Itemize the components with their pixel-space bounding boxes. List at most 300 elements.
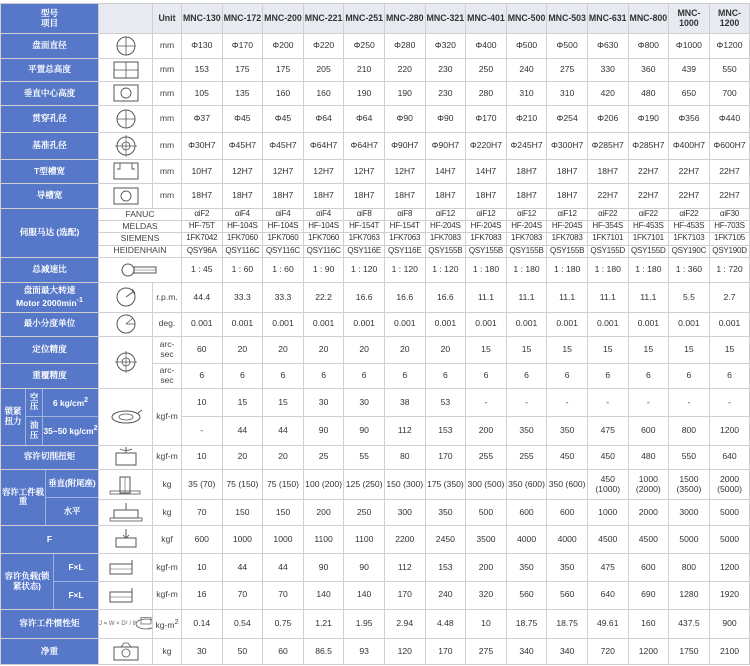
item-label: 项目 [40,17,59,28]
value-cell: 480 [628,445,669,469]
value-cell: 1280 [669,581,710,609]
value-cell: 33.3 [222,283,263,312]
spec-row [1,183,750,208]
spec-table [0,3,750,665]
value-cell: 15 [506,336,547,363]
value-cell: 12H7 [303,160,344,183]
value-cell: 53 [425,388,466,416]
value-cell: 90 [303,417,344,445]
value-cell: Φ90 [384,105,425,132]
value-cell: 6 [263,364,304,388]
moment-label-2: F×L [54,582,99,609]
value-cell: 6 [628,364,669,388]
unit-text: kgf [161,533,173,544]
value-cell: Φ170 [222,34,263,58]
row-label-6: 导槽宽 [1,183,99,208]
value-cell: 20 [303,336,344,363]
value-cell: HF-104S [222,221,263,233]
spec-row [1,283,750,312]
value-cell: αiF22 [669,209,710,221]
value-cell: 22H7 [628,160,669,183]
value-cell: - [506,388,547,416]
spec-row [1,312,750,336]
oil-pressure-sup: 2 [93,425,98,433]
unit-cell [153,639,182,665]
unit-cell [153,388,182,445]
value-cell: 210 [344,58,385,81]
value-cell: 230 [425,82,466,105]
model-header-mnc-172: MNC-172 [222,4,263,34]
value-cell: Φ300H7 [547,132,588,159]
value-cell: 4500 [628,525,669,553]
value-cell: 1FK7103 [669,233,710,245]
max-speed-icon [99,286,152,308]
bearing-load-grid [1,554,98,609]
value-cell: 2450 [425,525,466,553]
value-cell: 60 [182,336,223,363]
value-cell: 140 [303,581,344,609]
value-cell: 175 (350) [425,469,466,499]
value-cell: - [709,388,750,416]
value-cell: Φ90H7 [425,132,466,159]
moment-label-1: F×L [54,554,99,581]
spec-row [1,336,750,363]
value-cell: 10 [466,609,507,638]
model-header-mnc-1000: MNC-1000 [669,4,710,34]
value-cell: 350 (600) [547,469,588,499]
value-cell: 310 [506,82,547,105]
unit-cell [153,312,182,336]
value-cell: 12H7 [263,160,304,183]
value-cell: 4500 [587,525,628,553]
value-cell: 230 [425,58,466,81]
value-cell: 18.75 [547,609,588,638]
value-cell: 1 : 45 [182,257,223,282]
unit-cell [153,469,182,499]
image-cell [99,283,153,312]
value-cell: 14H7 [425,160,466,183]
image-cell [99,105,153,132]
value-cell: 80 [384,445,425,469]
value-cell: 6 [506,364,547,388]
value-cell: αiF12 [466,209,507,221]
value-cell: 11.1 [466,283,507,312]
unit-cell [153,364,182,388]
oil-pressure [43,417,99,445]
value-cell: 240 [425,581,466,609]
value-cell: 10H7 [182,160,223,183]
value-cell: 153 [182,58,223,81]
value-cell: 0.001 [425,312,466,336]
value-cell: HF-453S [669,221,710,233]
spec-row [1,257,750,282]
value-cell: HF-204S [506,221,547,233]
value-cell: 6 [547,364,588,388]
value-cell: 640 [587,581,628,609]
value-cell: 170 [425,445,466,469]
value-cell: HF-204S [547,221,588,233]
row-label-3: 贯穿孔径 [1,105,99,132]
unit-text: kgf-m [156,561,178,572]
image-cell [99,82,153,105]
air-pressure-sup: 2 [84,396,89,404]
value-cell: 340 [506,639,547,665]
unit-cell [153,160,182,183]
value-cell: 5000 [709,500,750,525]
value-cell: 14H7 [466,160,507,183]
value-cell: - [547,388,588,416]
value-cell: 15 [222,388,263,416]
value-cell: αiF8 [344,209,385,221]
unit-text: mm [159,165,175,176]
value-cell: 18H7 [587,160,628,183]
value-cell: 112 [384,417,425,445]
value-cell: 175 [222,58,263,81]
value-cell: 35 (70) [182,469,223,499]
image-cell [99,312,153,336]
value-cell: 1 : 180 [506,257,547,282]
value-cell: αiF22 [628,209,669,221]
value-cell: QSY155D [587,245,628,257]
value-cell: HF-453S [628,221,669,233]
value-cell: 200 [466,554,507,581]
value-cell: 30 [182,639,223,665]
value-cell: 44 [263,554,304,581]
spec-row [1,221,750,233]
unit-cell [153,500,182,525]
value-cell: 1 : 360 [669,257,710,282]
spec-row [1,581,750,609]
value-cell: 11.1 [628,283,669,312]
value-cell: 140 [344,581,385,609]
unit-text: mm [159,64,175,75]
value-cell: 1FK7101 [587,233,628,245]
unit-cell [153,336,182,363]
value-cell: 360 [628,58,669,81]
value-cell: QSY116E [344,245,385,257]
value-cell: 5.5 [669,283,710,312]
value-cell: αiF12 [425,209,466,221]
value-cell: 255 [506,445,547,469]
value-cell: HF-204S [466,221,507,233]
value-cell: 20 [263,336,304,363]
servo-brand-fanuc: FANUC [99,209,182,221]
image-cell [99,525,153,553]
model-header-mnc-800: MNC-800 [628,4,669,34]
value-cell: 44 [263,417,304,445]
bearing-load-label-cell [1,554,99,610]
positioning-accuracy-icon [99,351,152,373]
value-cell: 0.001 [709,312,750,336]
value-cell: 1FK7101 [628,233,669,245]
value-cell: 1FK7083 [506,233,547,245]
value-cell: 350 [547,417,588,445]
load-title: 容许工件载重 [1,470,46,525]
clamp-label-grid [1,389,98,445]
value-cell: 690 [628,581,669,609]
value-cell: Φ440 [709,105,750,132]
reduction-ratio-icon [99,259,181,281]
value-cell: 600 [628,554,669,581]
value-cell: 170 [384,581,425,609]
value-cell: HF-104S [263,221,304,233]
value-cell: 0.001 [466,312,507,336]
model-header-mnc-321: MNC-321 [425,4,466,34]
value-cell: 1200 [628,639,669,665]
value-cell: 18H7 [303,183,344,208]
value-cell: 90 [344,554,385,581]
spec-row [1,525,750,553]
value-cell: 250 [344,500,385,525]
value-cell: QSY190D [709,245,750,257]
value-cell: 22H7 [669,183,710,208]
value-cell: 500 [466,500,507,525]
value-cell: 1 : 120 [425,257,466,282]
image-cell [99,639,153,665]
value-cell: 4000 [506,525,547,553]
value-cell: 480 [628,82,669,105]
model-label: 型号 [40,8,59,19]
value-cell: 70 [263,581,304,609]
speed-label-en-text: Motor 2000min [15,297,77,308]
value-cell: 18H7 [263,183,304,208]
value-cell: 44 [222,417,263,445]
value-cell: 15 [709,336,750,363]
unit-text: kg [162,506,172,517]
value-cell: 2100 [709,639,750,665]
value-cell: 1 : 720 [709,257,750,282]
value-cell: 20 [222,336,263,363]
value-cell: QSY96A [182,245,223,257]
value-cell: 30 [303,388,344,416]
speed-label-en [1,296,98,308]
value-cell: Φ64 [303,105,344,132]
air-pressure [43,389,99,417]
spec-row [1,233,750,245]
speed-label [1,283,99,312]
value-cell: 0.75 [263,609,304,638]
value-cell: 49.61 [587,609,628,638]
value-cell: 1FK7083 [425,233,466,245]
value-cell: 120 [384,639,425,665]
image-cell [99,336,153,388]
air-label: 空压 [26,389,43,417]
value-cell: 70 [222,581,263,609]
value-cell: 6 [303,364,344,388]
value-cell: 15 [587,336,628,363]
value-cell: Φ320 [425,34,466,58]
guide-slot-icon [99,185,152,207]
disc-diameter-icon [99,35,152,57]
air-pressure-text: 6 kg/cm [52,397,85,408]
servo-brand-siemens: SIEMENS [99,233,182,245]
unit-cell [153,34,182,58]
value-cell: 75 (150) [263,469,304,499]
value-cell: Φ500 [506,34,547,58]
value-cell: HF-703S [709,221,750,233]
value-cell: 70 [182,500,223,525]
value-cell: 1500 (3500) [669,469,710,499]
horizontal-load-label: 水平 [46,497,99,524]
value-cell: 18H7 [384,183,425,208]
value-cell: 16.6 [425,283,466,312]
inertia-image-cell [99,609,153,638]
value-cell: 150 [222,500,263,525]
oil-label: 油压 [26,417,43,445]
value-cell: 1FK7105 [709,233,750,245]
value-cell: 160 [303,82,344,105]
value-cell: 1 : 180 [547,257,588,282]
value-cell: Φ245H7 [506,132,547,159]
value-cell: 1 : 180 [628,257,669,282]
value-cell: 3500 [466,525,507,553]
value-cell: 720 [587,639,628,665]
spec-row [1,388,750,416]
vertical-load-label: 垂直(附尾座) [46,470,99,497]
axial-force-label: F [1,525,99,553]
value-cell: 18.75 [506,609,547,638]
model-header-mnc-631: MNC-631 [587,4,628,34]
value-cell: 11.1 [506,283,547,312]
value-cell: 275 [547,58,588,81]
value-cell: 5000 [669,525,710,553]
value-cell: 18H7 [182,183,223,208]
unit-cell [153,283,182,312]
value-cell: Φ1000 [669,34,710,58]
value-cell: 12H7 [384,160,425,183]
inertia-label: 容许工件惯性矩 [1,609,99,638]
unit-cell [153,445,182,469]
row-label-1: 平置总高度 [1,58,99,81]
unit-text: kgf-m [156,589,178,600]
value-cell: 300 [384,500,425,525]
unit-cell [153,554,182,581]
value-cell: 550 [669,445,710,469]
value-cell: - [628,388,669,416]
value-cell: 1FK7060 [222,233,263,245]
value-cell: QSY116C [303,245,344,257]
unit-text: deg. [158,318,176,329]
value-cell: Φ630 [587,34,628,58]
value-cell: 22H7 [709,183,750,208]
model-header-mnc-130: MNC-130 [182,4,223,34]
value-cell: 450 (1000) [587,469,628,499]
value-cell: 15 [263,388,304,416]
image-cell [99,34,153,58]
value-cell: 1000 (2000) [628,469,669,499]
value-cell: 55 [344,445,385,469]
value-cell: Φ30H7 [182,132,223,159]
value-cell: 1200 [709,554,750,581]
value-cell: Φ45 [263,105,304,132]
value-cell: 350 [506,417,547,445]
reference-bore-icon [99,135,152,157]
value-cell: 33.3 [263,283,304,312]
value-cell: 12H7 [222,160,263,183]
value-cell: Φ45H7 [222,132,263,159]
value-cell: 30 [344,388,385,416]
value-cell: 15 [669,336,710,363]
value-cell: 475 [587,554,628,581]
value-cell: 0.001 [303,312,344,336]
value-cell: 86.5 [303,639,344,665]
value-cell: 240 [506,58,547,81]
value-cell: 18H7 [506,183,547,208]
value-cell: 0.001 [384,312,425,336]
value-cell: 310 [547,82,588,105]
value-cell: 11.1 [587,283,628,312]
value-cell: 220 [384,58,425,81]
value-cell: 190 [384,82,425,105]
clamp-torque-icon [99,406,152,428]
value-cell: 0.001 [547,312,588,336]
value-cell: Φ250 [344,34,385,58]
value-cell: 1000 [222,525,263,553]
ratio-label: 总减速比 [1,257,99,282]
spec-row [1,554,750,581]
value-cell: 0.001 [506,312,547,336]
unit-cell [153,525,182,553]
value-cell: 0.001 [182,312,223,336]
value-cell: 600 [182,525,223,553]
value-cell: 15 [466,336,507,363]
unit-text: kg-m [155,619,175,630]
value-cell: 150 (300) [384,469,425,499]
value-cell: 135 [222,82,263,105]
through-hole-icon [99,108,152,130]
value-cell: 0.54 [222,609,263,638]
value-cell: QSY116E [384,245,425,257]
value-cell: 16 [182,581,223,609]
spec-row [1,132,750,159]
value-cell: 255 [466,445,507,469]
oil-pressure-text: 35~50 kg/cm [43,425,94,436]
value-cell: HF-154T [384,221,425,233]
inertia-formula: J = W × D² / 8 [99,620,137,627]
net-weight-label: 净重 [1,639,99,665]
model-header-mnc-503: MNC-503 [547,4,588,34]
value-cell: 15 [628,336,669,363]
value-cell: 18H7 [466,183,507,208]
spec-row [1,209,750,221]
image-cell [99,445,153,469]
value-cell: 0.14 [182,609,223,638]
model-header-mnc-401: MNC-401 [466,4,507,34]
value-cell: Φ220H7 [466,132,507,159]
value-cell: 3000 [669,500,710,525]
value-cell: αiF8 [384,209,425,221]
load-label-cell [1,469,99,525]
value-cell: 93 [344,639,385,665]
image-cell [99,500,153,525]
value-cell: QSY116C [222,245,263,257]
row-label-2: 垂直中心高度 [1,82,99,105]
min-unit-label: 最小分度单位 [1,312,99,336]
image-cell [99,581,153,609]
value-cell: 25 [303,445,344,469]
horizontal-load-icon [99,502,152,524]
value-cell: 420 [587,82,628,105]
value-cell: 200 [303,500,344,525]
value-cell: - [587,388,628,416]
bearing-load-title: 容许负载(锁紧状态) [1,554,54,609]
image-cell [99,554,153,581]
value-cell: Φ285H7 [587,132,628,159]
value-cell: 38 [384,388,425,416]
value-cell: αiF4 [303,209,344,221]
value-cell: 1 : 90 [303,257,344,282]
unit-text: arc-sec [159,365,175,385]
